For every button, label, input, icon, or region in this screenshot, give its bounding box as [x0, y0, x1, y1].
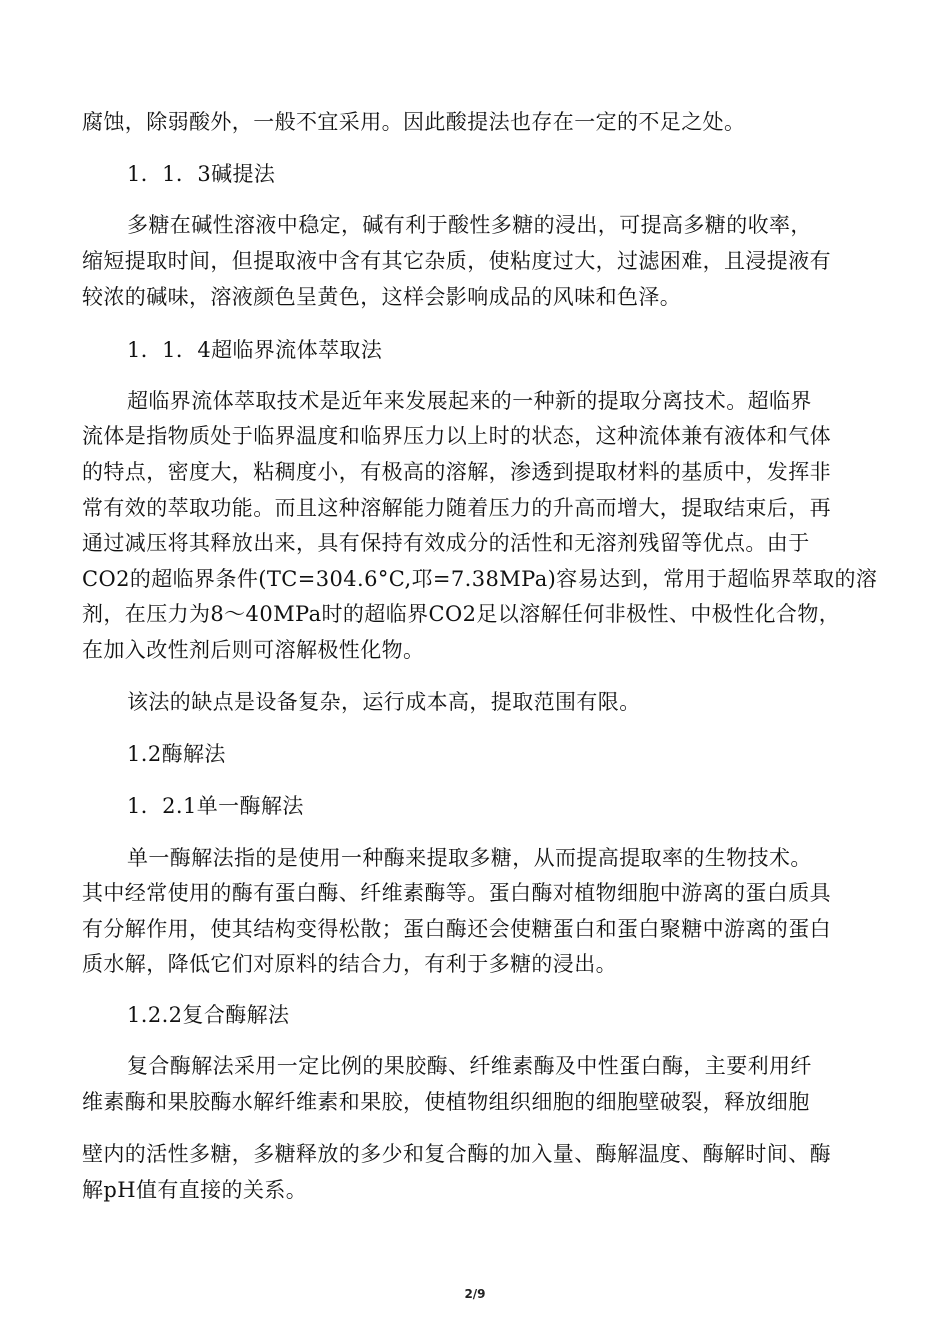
- section-heading-1-2-1: 1．2.1单一酶解法: [127, 794, 304, 818]
- paragraph-line: 超临界流体萃取技术是近年来发展起来的一种新的提取分离技术。超临界: [127, 389, 812, 413]
- paragraph-line: 剂，在压力为8〜40MPa时的超临界CO2足以溶解任何非极性、中极性化合物，: [82, 602, 841, 626]
- paragraph-line: 流体是指物质处于临界温度和临界压力以上时的状态，这种流体兼有液体和气体: [82, 424, 831, 448]
- paragraph-line: 复合酶解法采用一定比例的果胶酶、纤维素酶及中性蛋白酶，主要利用纤: [127, 1054, 812, 1078]
- section-heading-1-2: 1.2酶解法: [127, 742, 226, 766]
- paragraph-line: 解pH值有直接的关系。: [82, 1178, 308, 1202]
- paragraph-line: 该法的缺点是设备复杂，运行成本高，提取范围有限。: [127, 690, 641, 714]
- paragraph-line: 腐蚀，除弱酸外，一般不宜采用。因此酸提法也存在一定的不足之处。: [82, 110, 746, 134]
- paragraph-line: 常有效的萃取功能。而且这种溶解能力随着压力的升高而增大，提取结束后，再: [82, 496, 831, 520]
- paragraph-line: 在加入改性剂后则可溶解极性化物。: [82, 638, 425, 662]
- paragraph-line: 质水解，降低它们对原料的结合力，有利于多糖的浸出。: [82, 952, 617, 976]
- paragraph-line: 缩短提取时间，但提取液中含有其它杂质，使粘度过大，过滤困难，且浸提液有: [82, 249, 831, 273]
- paragraph-line: 较浓的碱味，溶液颜色呈黄色，这样会影响成品的风味和色泽。: [82, 285, 682, 309]
- paragraph-line: CO2的超临界条件(TC=304.6°C,邛=7.38MPa)容易达到，常用于超临界萃取的溶: [82, 567, 878, 591]
- section-heading-1-1-4: 1．1．4超临界流体萃取法: [127, 338, 383, 362]
- paragraph-line: 壁内的活性多糖，多糖释放的多少和复合酶的加入量、酶解温度、酶解时间、酶: [82, 1142, 831, 1166]
- paragraph-line: 维素酶和果胶酶水解纤维素和果胶，使植物组织细胞的细胞壁破裂，释放细胞: [82, 1090, 810, 1114]
- paragraph-line: 单一酶解法指的是使用一种酶来提取多糖，从而提高提取率的生物技术。: [127, 846, 812, 870]
- paragraph-line: 多糖在碱性溶液中稳定，碱有利于酸性多糖的浸出，可提高多糖的收率，: [127, 213, 812, 237]
- paragraph-line: 的特点，密度大，粘稠度小，有极高的溶解，渗透到提取材料的基质中，发挥非: [82, 460, 831, 484]
- page-number: 2/9: [464, 1287, 486, 1301]
- section-heading-1-1-3: 1．1．3碱提法: [127, 162, 276, 186]
- paragraph-line: 有分解作用，使其结构变得松散；蛋白酶还会使糖蛋白和蛋白聚糖中游离的蛋白: [82, 917, 831, 941]
- section-heading-1-2-2: 1.2.2复合酶解法: [127, 1003, 290, 1027]
- paragraph-line: 其中经常使用的酶有蛋白酶、纤维素酶等。蛋白酶对植物细胞中游离的蛋白质具: [82, 881, 831, 905]
- paragraph-line: 通过减压将其释放出来，具有保持有效成分的活性和无溶剂残留等优点。由于: [82, 531, 810, 555]
